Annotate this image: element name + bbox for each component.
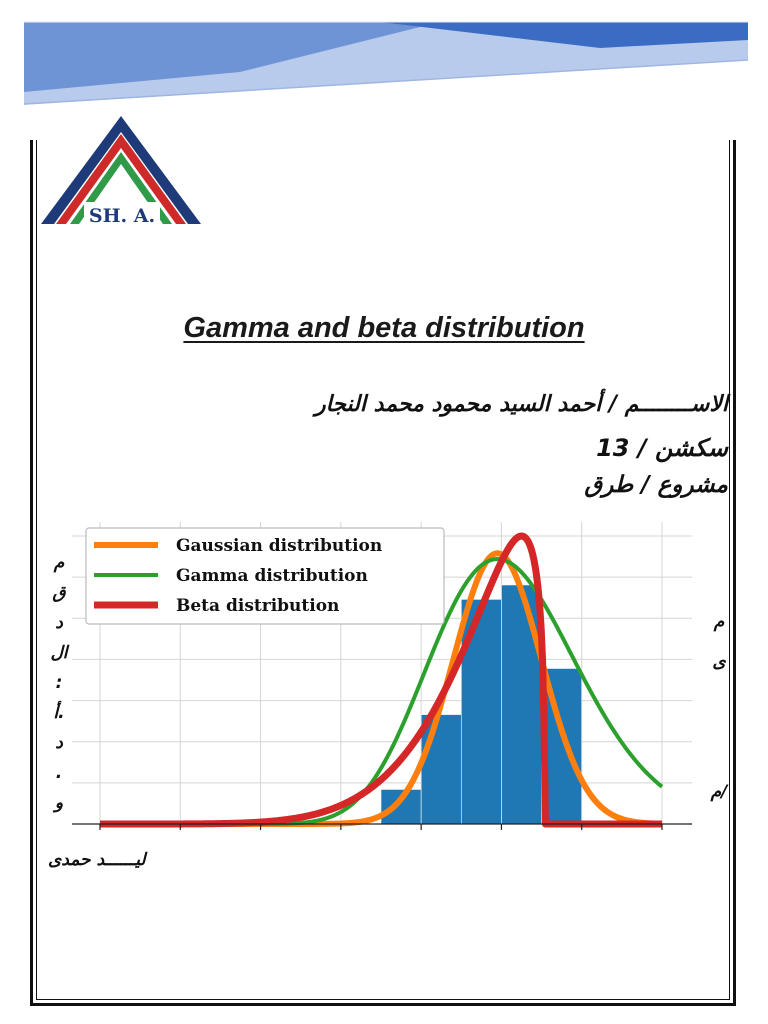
side-right-char: ى	[712, 652, 726, 672]
student-section: سكشن / 13	[596, 434, 728, 462]
side-left-char: م	[53, 553, 65, 573]
side-left-char: .	[55, 763, 63, 783]
side-left-char: ق	[52, 583, 66, 603]
distribution-chart	[72, 518, 692, 838]
legend-label-gamma: Gamma distribution	[176, 566, 368, 586]
side-right-char: م/	[710, 782, 728, 802]
logo-text: SH. A.	[88, 205, 156, 227]
side-left-char: :	[55, 673, 63, 693]
side-left-char: ال	[50, 643, 68, 663]
side-left-char: د	[55, 733, 63, 753]
page-title: Gamma and beta distribution	[183, 312, 585, 344]
chart-legend	[86, 528, 444, 624]
histogram-bar	[501, 585, 541, 824]
bottom-name-text: ليــــــد حمدى	[48, 850, 146, 870]
side-left-char: أ.	[53, 703, 65, 723]
histogram-bar	[421, 715, 461, 824]
legend-label-gaussian: Gaussian distribution	[176, 536, 383, 556]
legend-label-beta: Beta distribution	[176, 596, 340, 616]
side-right-char: م	[713, 612, 725, 632]
student-project: مشروع / طرق	[584, 472, 728, 498]
side-left-char: و	[54, 793, 64, 813]
student-name: الاســــــــم / أحمد السيد محمود محمد النجار	[315, 392, 728, 417]
company-logo	[36, 112, 206, 232]
side-left-char: د	[55, 613, 63, 633]
side-text-left	[44, 548, 74, 818]
